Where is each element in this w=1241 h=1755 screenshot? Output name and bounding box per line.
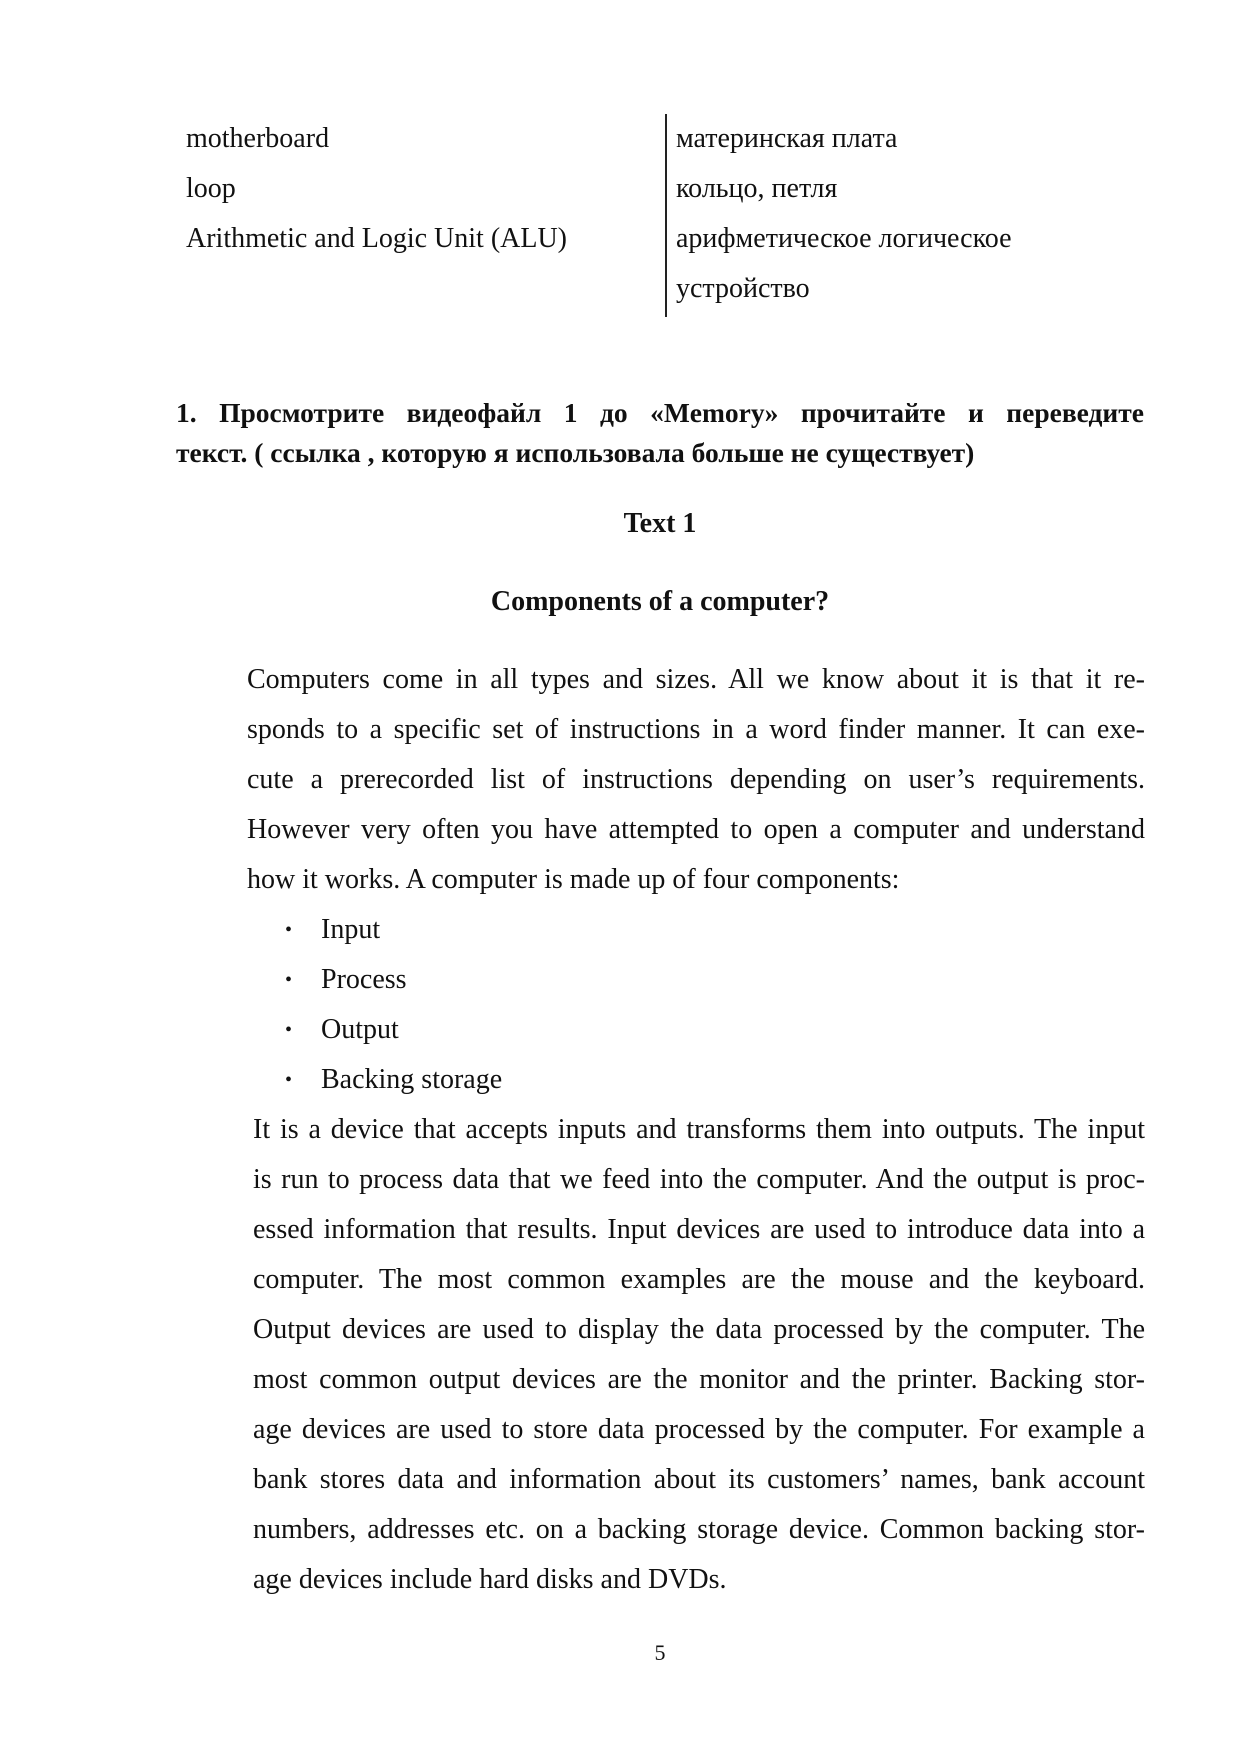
paragraph-line: cute a prerecorded list of instructions depending on user’s requirements. <box>247 764 1145 795</box>
list-item-label: Output <box>321 1014 399 1045</box>
list-item <box>285 1055 502 1105</box>
paragraph-body <box>253 1105 1145 1605</box>
paragraph-line: essed information that results. Input devices are used to introduce data into a <box>253 1214 1145 1245</box>
paragraph-line: most common output devices are the monitor and the printer. Backing stor- <box>253 1364 1145 1395</box>
list-item <box>285 1005 502 1055</box>
list-item <box>285 955 502 1005</box>
paragraph-intro <box>247 655 1145 905</box>
bullet-icon: • <box>285 919 293 941</box>
list-item <box>285 905 502 955</box>
paragraph-line: is run to process data that we feed into the computer. And the output is proc- <box>253 1164 1145 1195</box>
glossary-table <box>186 114 1146 314</box>
paragraph-line: computer. The most common examples are the mouse and the keyboard. <box>253 1264 1145 1295</box>
text-subtitle: Components of a computer? <box>490 586 830 617</box>
list-item-label: Process <box>321 964 407 995</box>
task-line: текст. ( ссылка , которую я использовала больше не существует) <box>176 437 975 468</box>
paragraph-line: sponds to a specific set of instructions in a word finder manner. It can exe- <box>247 714 1145 745</box>
list-item-label: Backing storage <box>321 1064 503 1095</box>
bullet-icon: • <box>285 969 293 991</box>
paragraph-line: how it works. A computer is made up of four components: <box>247 864 900 895</box>
paragraph-line: numbers, addresses etc. on a backing storage device. Common backing stor- <box>253 1514 1145 1545</box>
bullet-icon: • <box>285 1019 293 1041</box>
glossary-translation: материнская плата <box>676 123 898 154</box>
glossary-divider <box>665 114 667 317</box>
glossary-translation: кольцо, петля <box>676 173 838 204</box>
glossary-term: motherboard <box>186 123 330 154</box>
page-number: 5 <box>654 1640 666 1665</box>
bullet-icon: • <box>285 1069 293 1091</box>
text-title: Text 1 <box>623 508 697 539</box>
task-instruction <box>176 393 1144 473</box>
paragraph-line: However very often you have attempted to open a computer and understand <box>247 814 1145 845</box>
paragraph-line: It is a device that accepts inputs and transforms them into outputs. The input <box>253 1114 1145 1145</box>
glossary-term: loop <box>186 173 236 204</box>
task-line: 1. Просмотрите видеофайл 1 до «Memory» прочитайте и переведите <box>176 397 1144 428</box>
glossary-translation: устройство <box>676 273 810 304</box>
components-list <box>285 905 502 1105</box>
paragraph-line: Computers come in all types and sizes. All we know about it is that it re- <box>247 664 1145 695</box>
paragraph-line: age devices are used to store data processed by the computer. For example a <box>253 1414 1145 1445</box>
list-item-label: Input <box>321 914 381 945</box>
paragraph-line: bank stores data and information about its customers’ names, bank account <box>253 1464 1145 1495</box>
paragraph-line: Output devices are used to display the data processed by the computer. The <box>253 1314 1145 1345</box>
glossary-translation: арифметическое логическое <box>676 223 1012 254</box>
glossary-term: Arithmetic and Logic Unit (ALU) <box>186 223 568 254</box>
paragraph-line: age devices include hard disks and DVDs. <box>253 1564 727 1595</box>
